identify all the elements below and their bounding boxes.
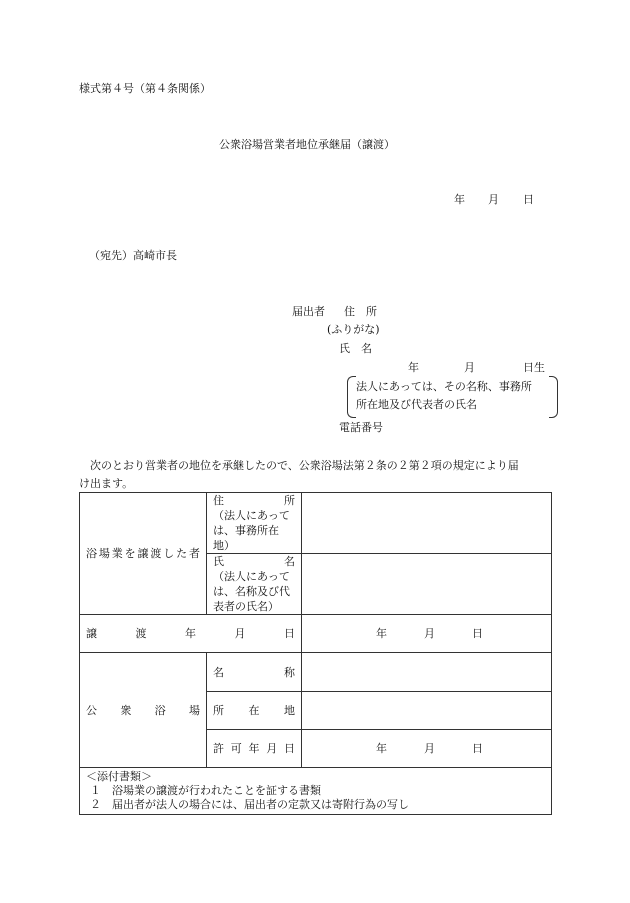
bath-location-label: 所 在 地 xyxy=(207,692,302,730)
table-row xyxy=(80,653,552,692)
name-note-2: は、名称及び代 xyxy=(213,585,290,598)
page-title: 公衆浴場営業者地位承継届（譲渡） xyxy=(219,138,395,151)
transfer-date-label: 譲 渡 年 月 日 xyxy=(80,615,302,653)
table-row xyxy=(80,615,552,653)
corp-note-line-1: 法人にあっては、その名称、事務所 xyxy=(356,380,532,393)
attachment-2: ２ 届出者が法人の場合には、届出者の定款又は寄附行為の写し xyxy=(90,798,409,811)
attachment-1: １ 浴場業の譲渡が行われたことを証する書類 xyxy=(90,784,321,797)
birth-year: 年 xyxy=(408,361,419,374)
permit-date-value[interactable] xyxy=(302,730,552,768)
name-note-3: 表者の氏名） xyxy=(213,600,279,613)
birth-day: 日生 xyxy=(523,361,545,374)
transferor-name-value[interactable] xyxy=(302,554,552,615)
applicant-furigana-label: (ふりがな) xyxy=(327,323,380,336)
attachments-cell xyxy=(80,768,552,815)
addr-label-b: 所 xyxy=(284,494,295,507)
body-paragraph-line-1: 次のとおり営業者の地位を承継したので、公衆浴場法第２条の２第２項の規定により届 xyxy=(90,459,519,472)
birth-month: 月 xyxy=(464,361,475,374)
addr-note-1: （法人にあって xyxy=(213,509,290,522)
attachments-title: ＜添付書類＞ xyxy=(86,770,152,783)
right-bracket xyxy=(549,376,558,418)
applicant-address-label: 住 所 xyxy=(344,305,377,318)
left-bracket xyxy=(347,376,356,418)
transfer-month: 月 xyxy=(424,627,435,640)
form-number: 様式第４号（第４条関係） xyxy=(79,82,211,95)
transferor-label xyxy=(80,493,207,615)
applicant-name-label: 氏 名 xyxy=(339,342,372,355)
name-note-1: （法人にあって xyxy=(213,570,290,583)
transfer-day: 日 xyxy=(472,627,483,640)
date-day: 日 xyxy=(523,193,534,206)
phone-label: 電話番号 xyxy=(339,421,383,434)
transferor-name-label-cell xyxy=(207,554,302,615)
addr-label-a: 住 xyxy=(213,494,224,507)
transferor-address-value[interactable] xyxy=(302,493,552,554)
permit-month: 月 xyxy=(424,742,435,755)
permit-date-label: 許 可 年 月 日 xyxy=(207,730,302,768)
permit-day: 日 xyxy=(472,742,483,755)
name-label-b: 名 xyxy=(284,555,295,568)
addressee: （宛先）高崎市長 xyxy=(89,249,177,262)
table-row xyxy=(80,493,552,554)
date-month: 月 xyxy=(488,193,499,206)
bath-name-label: 名 称 xyxy=(207,653,302,692)
name-label-a: 氏 xyxy=(213,555,224,568)
bath-label: 公 衆 浴 場 xyxy=(80,653,207,768)
applicant-label: 届出者 xyxy=(292,305,325,318)
date-year: 年 xyxy=(454,193,465,206)
body-paragraph-line-2: け出ます。 xyxy=(79,477,134,490)
transfer-date-value[interactable] xyxy=(302,615,552,653)
bath-location-value[interactable] xyxy=(302,692,552,730)
notification-table xyxy=(79,492,552,815)
transferor-address-label-cell xyxy=(207,493,302,554)
transfer-year: 年 xyxy=(376,627,387,640)
table-row xyxy=(80,768,552,815)
permit-year: 年 xyxy=(376,742,387,755)
corp-note-line-2: 所在地及び代表者の氏名 xyxy=(356,398,477,411)
addr-note-2: は、事務所在地） xyxy=(213,524,279,552)
transferor-label-text: 浴 場 業 を 譲 渡 し た 者 xyxy=(86,547,200,560)
bath-name-value[interactable] xyxy=(302,653,552,692)
